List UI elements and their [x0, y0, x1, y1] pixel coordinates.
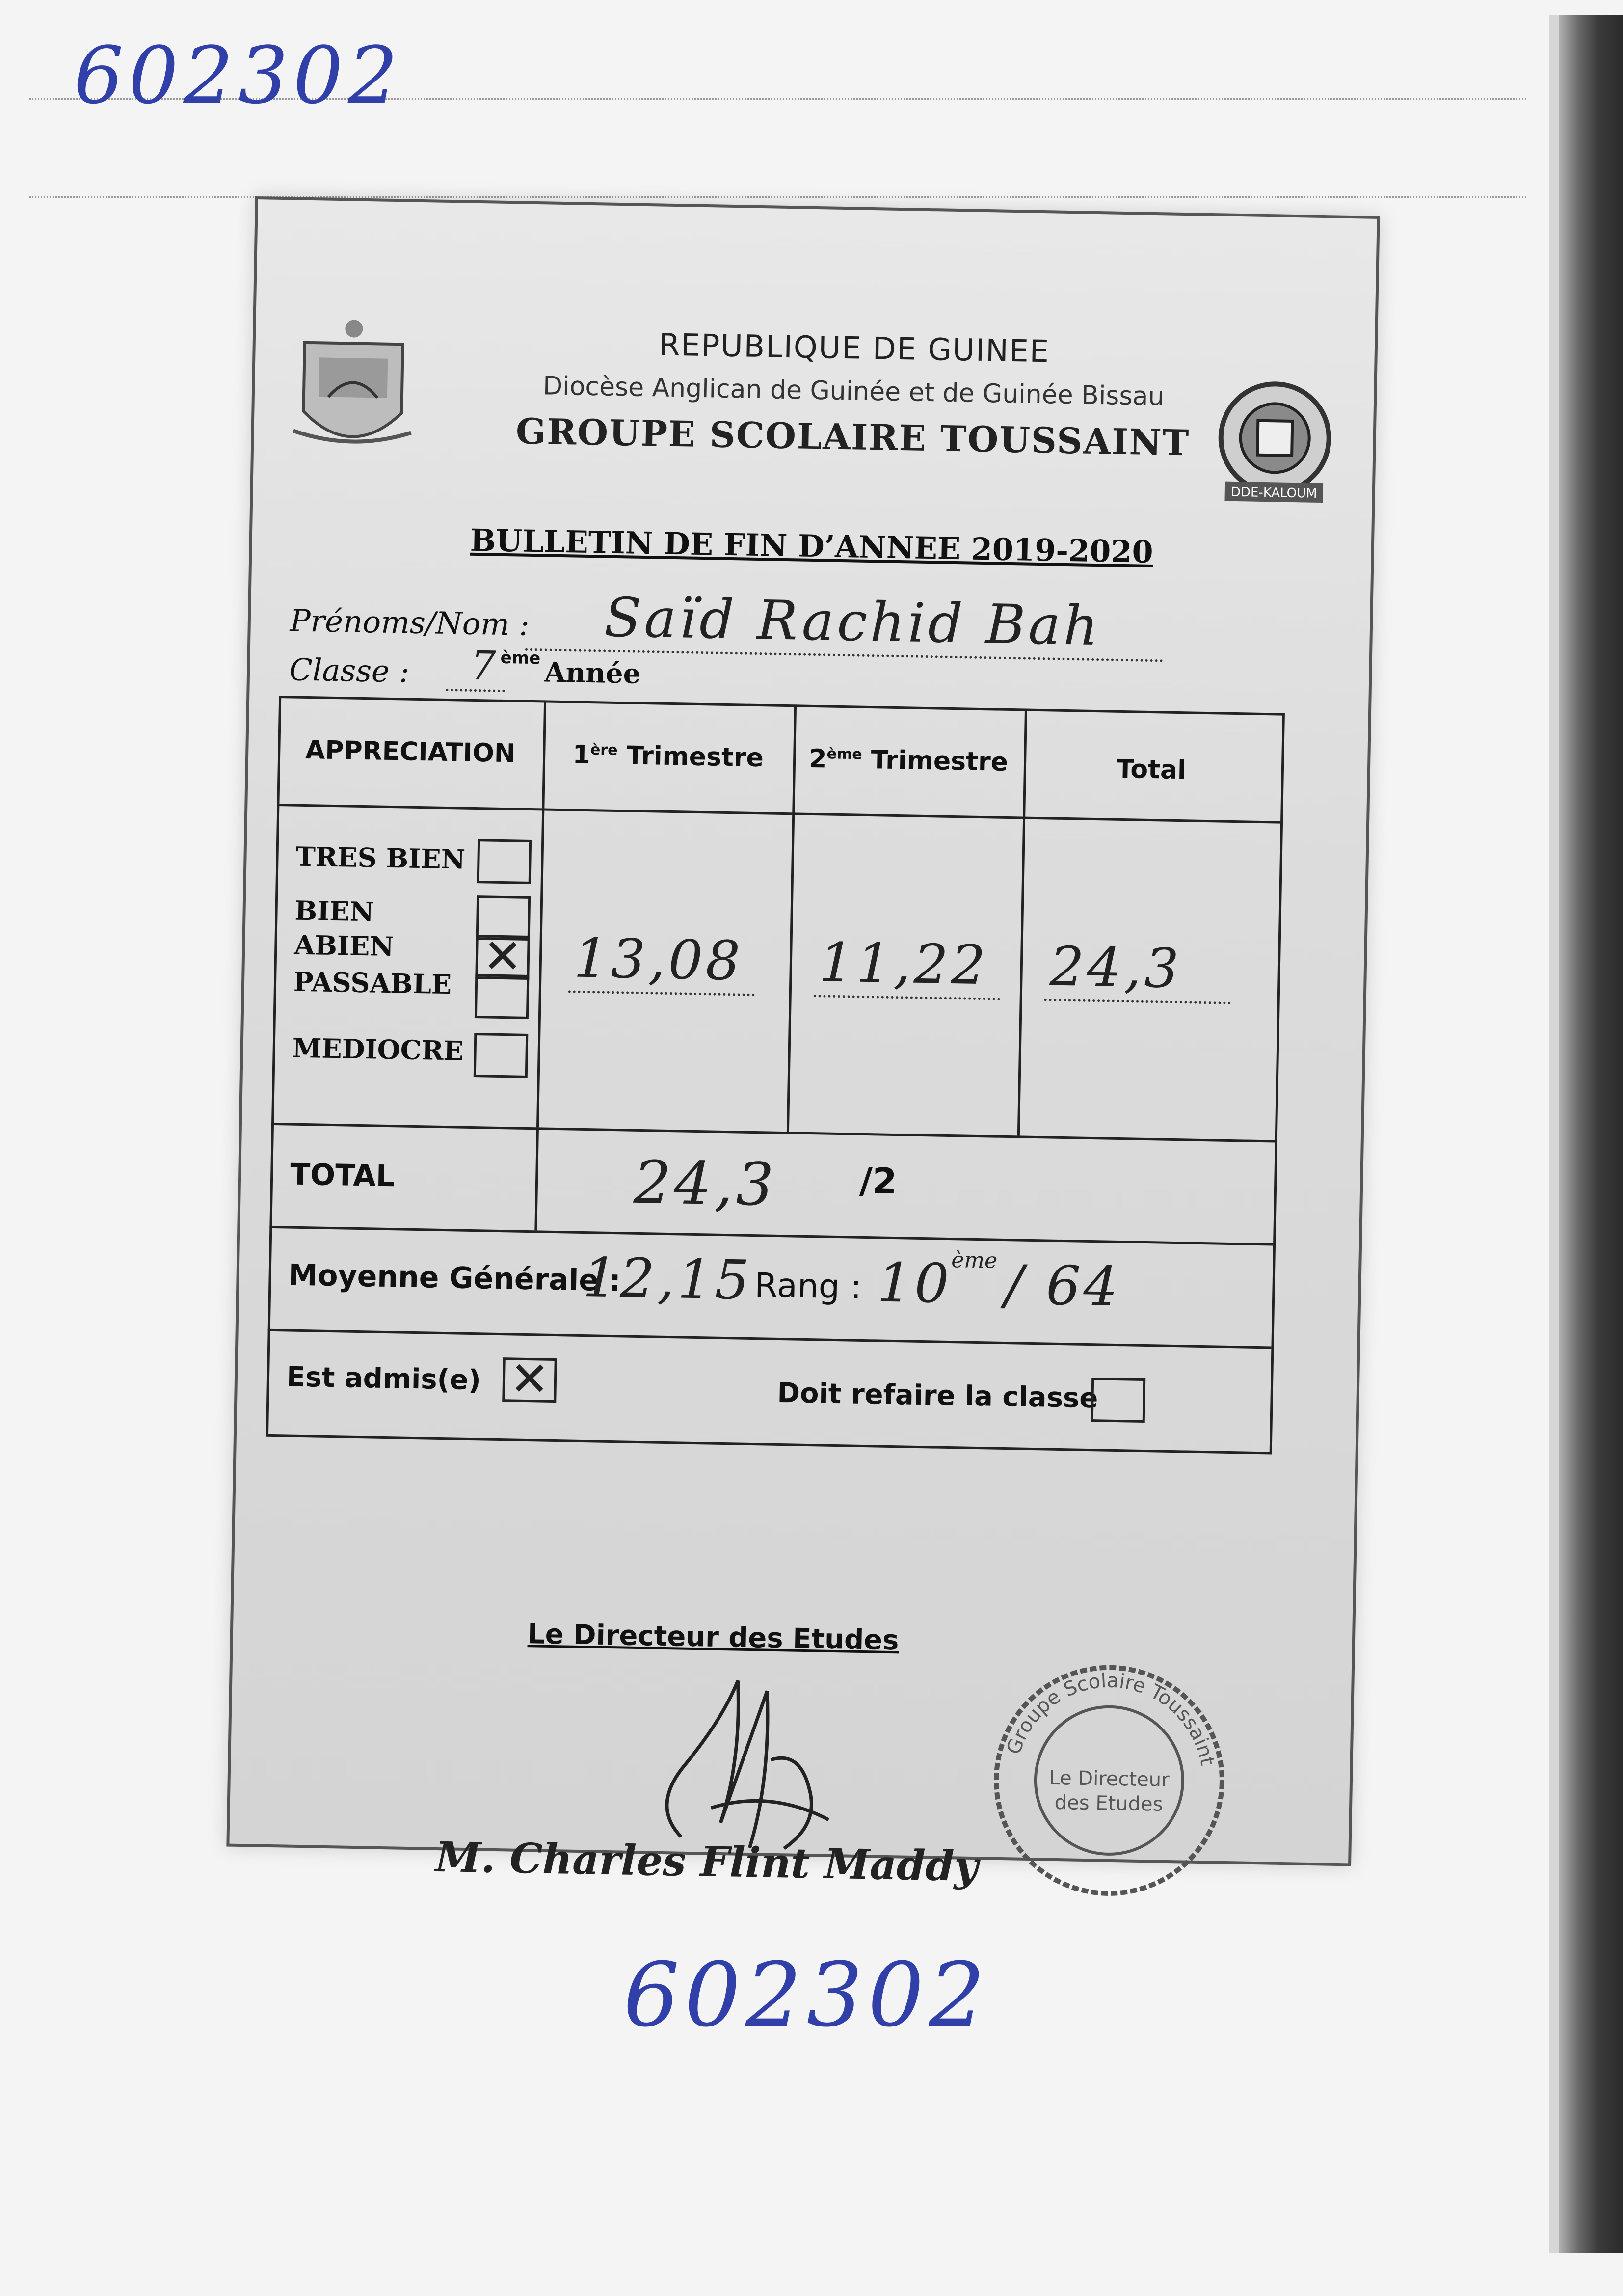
- check-mark-icon: ✕: [482, 928, 523, 984]
- moyenne-value: 12,15: [582, 1245, 753, 1312]
- appr-tres-bien: TRES BIEN: [295, 840, 466, 875]
- grade-total: 24,3: [1049, 935, 1182, 1000]
- school-stamp-icon: [979, 1650, 1239, 1910]
- col-total: Total: [1116, 754, 1187, 785]
- appr-passable: PASSABLE: [293, 966, 452, 1000]
- t2-num: 2: [808, 744, 827, 774]
- t1-sup: ère: [590, 741, 618, 759]
- checkbox-tres-bien: [477, 839, 532, 884]
- svg-text:Groupe Scolaire Toussaint: [1002, 1668, 1221, 1768]
- grade-trimester-2: 11,22: [818, 931, 989, 997]
- total-divisor: /2: [859, 1160, 898, 1202]
- t1-text: Trimestre: [626, 741, 764, 773]
- scan-edge-shadow: [1559, 15, 1623, 2253]
- t2-text: Trimestre: [871, 745, 1009, 777]
- class-dots: [446, 689, 505, 692]
- col-trimester-1: [548, 740, 789, 774]
- name-label: Prénoms/Nom :: [290, 602, 530, 643]
- header-country: REPUBLIQUE DE GUINEE: [658, 326, 1050, 370]
- t1-num: 1: [572, 740, 591, 770]
- col-trimester-2: [798, 744, 1019, 777]
- col-appreciation: APPRECIATION: [305, 735, 516, 769]
- class-value: 7: [470, 642, 497, 689]
- header-school: GROUPE SCOLAIRE TOUSSAINT: [515, 410, 1190, 464]
- reference-number-top: 602302: [74, 29, 403, 121]
- student-name: Saïd Rachid Bah: [604, 586, 1102, 658]
- stamp-outer-text: Groupe Scolaire Toussaint: [1002, 1669, 1219, 1767]
- school-logo-icon: [1205, 373, 1345, 513]
- scan-edge-light: [1549, 15, 1559, 2253]
- director-name: M. Charles Flint Maddy: [435, 1832, 979, 1891]
- grades-table: [266, 696, 1285, 1455]
- rang-label: Rang :: [754, 1266, 862, 1307]
- appr-mediocre: MEDIOCRE: [292, 1032, 464, 1067]
- checkbox-refaire: [1091, 1378, 1146, 1423]
- stamp-inner-2: des Etudes: [1054, 1791, 1163, 1816]
- total-value: 24,3: [633, 1148, 777, 1219]
- class-label: Classe :: [289, 651, 410, 690]
- checkbox-mediocre: [474, 1033, 529, 1078]
- checkbox-admis: [502, 1351, 557, 1407]
- rang-of: / 64: [1004, 1253, 1121, 1319]
- reference-number-bottom: 602302: [623, 1944, 990, 2047]
- admis-label: Est admis(e): [286, 1361, 481, 1397]
- checkbox-passable: [475, 974, 530, 1019]
- refaire-label: Doit refaire la classe: [777, 1377, 1098, 1415]
- appr-bien: BIEN: [294, 894, 374, 928]
- stamp-inner-1: Le Directeur: [1049, 1766, 1170, 1791]
- class-sup: ème: [500, 648, 541, 669]
- checkbox-abien: [475, 928, 530, 984]
- appr-abien: ABIEN: [293, 929, 395, 963]
- scan-rule-upper: [29, 196, 1526, 198]
- report-card: [226, 196, 1380, 1891]
- total-label: TOTAL: [290, 1157, 395, 1194]
- grade-trimester-1: 13,08: [573, 926, 744, 993]
- rang-sup: ème: [951, 1247, 998, 1273]
- signature-title: Le Directeur des Etudes: [527, 1618, 899, 1657]
- t2-sup: ème: [826, 745, 862, 763]
- admis-check-mark-icon: ✕: [509, 1351, 550, 1407]
- logo-caption: DDE-KALOUM: [1230, 485, 1317, 501]
- rang-value: 10: [877, 1251, 953, 1316]
- moyenne-label: Moyenne Générale :: [288, 1258, 621, 1298]
- header-diocese: Diocèse Anglican de Guinée et de Guinée Bissau: [542, 371, 1165, 412]
- class-suffix: Année: [544, 656, 641, 690]
- report-title: BULLETIN DE FIN D’ANNEE 2019-2020: [470, 522, 1154, 570]
